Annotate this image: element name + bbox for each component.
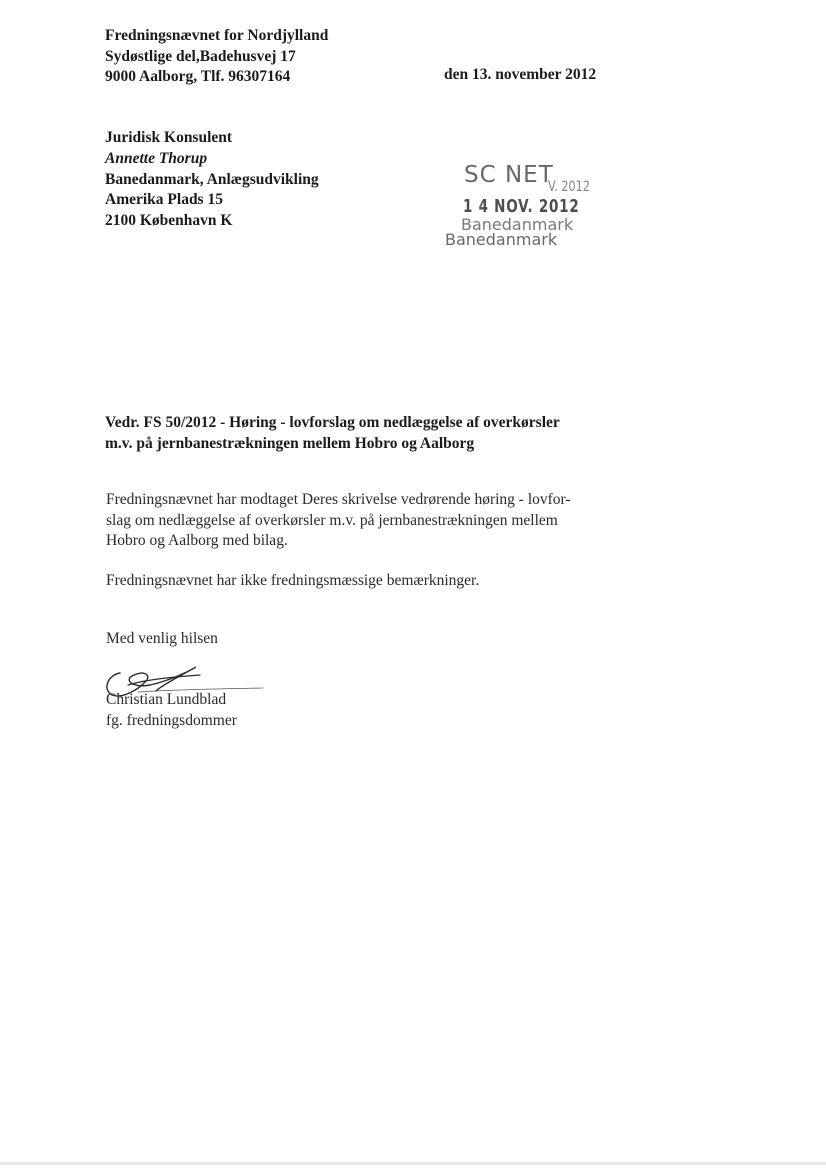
recipient-name: Annette Thorup	[105, 149, 208, 167]
recipient-organization: Banedanmark, Anlægsudvikling	[105, 170, 319, 188]
body-p1-line-3: Hobro og Aalborg med bilag.	[106, 532, 288, 549]
subject-line-1: Vedr. FS 50/2012 - Høring - lovforslag om nedlæggelse af overkørsler	[105, 414, 560, 431]
recipient-street: Amerika Plads 15	[105, 191, 223, 209]
recipient-address	[105, 128, 319, 232]
sender-name: Fredningsnævnet for Nordjylland	[105, 27, 329, 44]
stamp-org-1: Banedanmark	[461, 215, 574, 234]
scan-edge-line	[0, 1162, 826, 1165]
recipient-city: 2100 København K	[105, 212, 233, 230]
closing-greeting: Med venlig hilsen	[106, 630, 218, 647]
body-p1-line-1: Fredningsnævnet har modtaget Deres skrivelse vedrørende høring - lovfor-	[106, 491, 571, 508]
sender-city-phone: 9000 Aalborg, Tlf. 96307164	[105, 68, 291, 85]
stamp-org-2: Banedanmark	[445, 230, 558, 249]
received-stamp	[440, 160, 600, 255]
recipient-title: Juridisk Konsulent	[105, 129, 233, 146]
sender-address	[105, 26, 328, 88]
signer-name: Christian Lundblad	[106, 691, 227, 708]
body-p1-line-2: slag om nedlæggelse af overkørsler m.v. på jernbanestrækningen mellem	[106, 511, 558, 529]
sender-street: Sydøstlige del,Badehusvej 17	[105, 47, 296, 65]
subject-heading	[105, 412, 560, 454]
stamp-date: 1 4 NOV. 2012	[463, 196, 580, 217]
body-paragraph-1	[106, 490, 616, 552]
stamp-scannet: SC NET	[464, 162, 554, 188]
signer-block	[106, 690, 237, 731]
letter-date: den 13. november 2012	[444, 66, 597, 83]
stamp-date-faded: V. 2012	[548, 179, 590, 195]
letter-body	[106, 490, 616, 610]
signer-title: fg. fredningsdommer	[106, 711, 237, 729]
subject-line-2: m.v. på jernbanestrækningen mellem Hobro og Aalborg	[105, 435, 475, 452]
body-paragraph-2: Fredningsnævnet har ikke fredningsmæssige bemærkninger.	[106, 571, 480, 589]
